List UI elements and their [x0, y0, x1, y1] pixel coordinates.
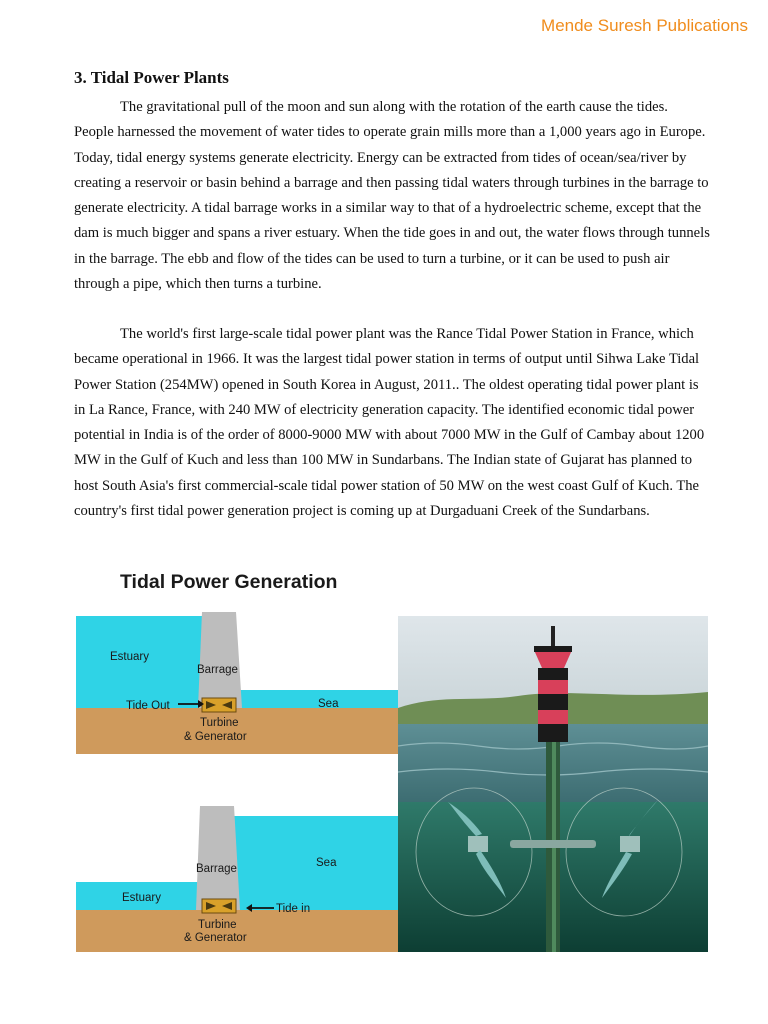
rotor-right [620, 836, 640, 852]
barrage-label: Barrage [196, 863, 237, 875]
turbine-label: Turbine [200, 717, 239, 729]
estuary-label: Estuary [122, 892, 161, 904]
tide-in-diagram [76, 806, 400, 952]
paragraph-tides [74, 95, 710, 297]
paragraph-plants-text: The world's first large-scale tidal power plant was the Rance Tidal Power Station in France, which became operational in 1966. It was the largest tidal power station in terms of output until Sihwa Lake Tidal Power Station (254MW) opened in South Korea in August, 2011.. The oldest operating tidal power plant is in La Rance, France, with 240 MW of electricity generation capacity. The identified economic tidal power potential in India is of the order of 8000-9000 MW with about 7000 MW in the Gulf of Cambay about 1200 MW in the Gulf of Kuch and less than 100 MW in Sundarbans. The Indian state of Gujarat has planned to host South Asia's first commercial-scale tidal power station of 50 MW on the west coast Gulf of Kuch. The country's first tidal power generation project is coming up at Durgaduani Creek of the Sundarbans. [74, 326, 705, 520]
tide-out-diagram [76, 612, 400, 754]
flow-label: Tide Out [126, 700, 170, 712]
barrage-label: Barrage [197, 664, 238, 676]
barrage [196, 806, 240, 910]
section-title: 3. Tidal Power Plants [74, 68, 229, 87]
ground [76, 910, 400, 952]
paragraph-tides-text: The gravitational pull of the moon and sun along with the rotation of the earth cause the tides. People harnessed the movement of water tides to operate grain mills more than a 1,000 years ago in Europe. Today, tidal energy systems generate electricity. Energy can be extracted from tides of ocean/sea/river by creating a reservoir or basin behind a barrage and then passing tidal waters through turbines in the barrage to generate electricity. A tidal barrage works in a similar way to that of a hydroelectric scheme, except that the dam is much bigger and spans a river estuary. When the tide goes in and out, the water flows through tunnels in the barrage. The ebb and flow of the tides can be used to turn a turbine, or it can be used to push air through a pipe, which then turns a turbine. [74, 99, 710, 293]
tidal-turbine-photo [398, 616, 708, 952]
turbine-label: Turbine [198, 919, 237, 931]
sea-label: Sea [318, 698, 339, 710]
flow-label: Tide in [276, 903, 311, 915]
estuary-label: Estuary [110, 651, 149, 663]
figure-title: Tidal Power Generation [120, 571, 338, 593]
sea-label: Sea [316, 857, 337, 869]
barrage [198, 612, 242, 708]
paragraph-plants [74, 322, 710, 524]
rotor-left [468, 836, 488, 852]
publisher-name: Mende Suresh Publications [541, 16, 748, 35]
tower-top [538, 668, 568, 742]
generator-label: & Generator [184, 731, 247, 743]
generator-label: & Generator [184, 932, 247, 944]
